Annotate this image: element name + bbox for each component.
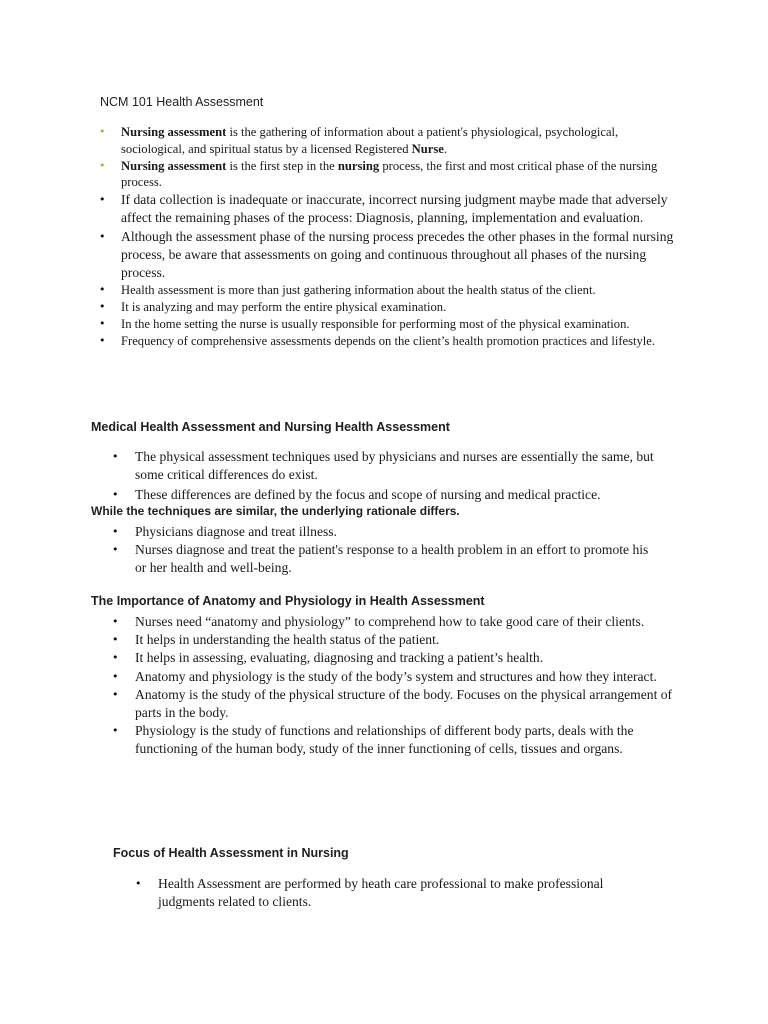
bullet-icon: • xyxy=(99,300,106,313)
section4-list xyxy=(135,875,660,911)
bullet-icon: • xyxy=(112,687,119,701)
list-item xyxy=(100,228,675,283)
item-text: Physiology is the study of functions and relationships of different body parts, deals with the functioning of the human body, study of the inner functioning of cells, tissues and organs. xyxy=(135,723,634,757)
item-text: If data collection is inadequate or inaccurate, incorrect nursing judgment maybe made that adversely affect the remaining phases of the process: Diagnosis, planning, implementation and evaluation. xyxy=(121,192,668,226)
section1-list xyxy=(100,124,675,349)
bullet-icon: • xyxy=(112,724,119,738)
item-text: The physical assessment techniques used by physicians and nurses are essentially the same, but some critical differences do exist. xyxy=(135,449,654,483)
list-item xyxy=(112,722,677,758)
list-item xyxy=(100,316,675,333)
bullet-icon: • xyxy=(135,877,142,890)
bold-term: Nursing assessment xyxy=(121,125,227,139)
section2-list-2 xyxy=(112,523,657,578)
list-item xyxy=(112,668,677,686)
list-item xyxy=(112,486,657,504)
bold-term: Nursing assessment xyxy=(121,158,227,173)
item-text: In the home setting the nurse is usually responsible for performing most of the physical examination. xyxy=(121,316,630,331)
list-item xyxy=(112,649,677,667)
item-text: Health assessment is more than just gathering information about the health status of the client. xyxy=(121,283,596,298)
bullet-icon: • xyxy=(99,193,106,207)
list-item xyxy=(112,613,677,631)
list-item xyxy=(100,124,675,158)
bullet-icon: • xyxy=(112,525,119,538)
item-text: It helps in assessing, evaluating, diagnosing and tracking a patient’s health. xyxy=(135,650,544,666)
list-item xyxy=(100,299,675,316)
bullet-icon: • xyxy=(99,316,106,330)
list-item xyxy=(100,282,675,299)
list-item xyxy=(112,541,657,577)
bullet-icon: • xyxy=(112,450,119,463)
bullet-icon: • xyxy=(112,633,119,647)
list-item xyxy=(100,333,675,350)
section3-heading: The Importance of Anatomy and Physiology in Health Assessment xyxy=(91,594,485,608)
bullet-icon: • xyxy=(99,229,106,243)
bold-term: nursing xyxy=(337,158,380,173)
item-text: Frequency of comprehensive assessments depends on the client’s health promotion practices and lifestyle. xyxy=(121,333,656,348)
list-item xyxy=(112,686,677,722)
bullet-icon: • xyxy=(112,651,119,665)
bullet-icon: • xyxy=(112,615,119,628)
section2-heading: Medical Health Assessment and Nursing Health Assessment xyxy=(91,420,450,434)
list-item xyxy=(112,631,677,649)
item-text: process, the first and most critical phase of the nursing process. xyxy=(121,158,658,190)
item-text: is the first step in the xyxy=(226,158,338,173)
item-text: Nurses need “anatomy and physiology” to comprehend how to take good care of their clients. xyxy=(135,614,645,629)
item-text: It is analyzing and may perform the entire physical examination. xyxy=(121,300,447,314)
document-title: NCM 101 Health Assessment xyxy=(100,95,264,109)
list-item xyxy=(112,448,657,484)
item-text: Although the assessment phase of the nursing process precedes the other phases in the formal nursing process, be aware that assessments on going and continuous throughout all phases of the nursing process. xyxy=(121,228,674,280)
item-text: Anatomy and physiology is the study of the body’s system and structures and how they interact. xyxy=(135,668,657,684)
item-text: . xyxy=(443,141,447,156)
bullet-icon: • xyxy=(99,158,106,172)
item-text: These differences are defined by the focus and scope of nursing and medical practice. xyxy=(135,487,601,503)
item-text: is the gathering of information about a patient's physiological, psychological, sociological, and spiritual status by a licensed Registered xyxy=(121,125,619,156)
bullet-icon: • xyxy=(99,125,106,138)
section2-subheading: While the techniques are similar, the underlying rationale differs. xyxy=(91,504,460,518)
item-text: It helps in understanding the health status of the patient. xyxy=(135,632,440,648)
item-text: Nurses diagnose and treat the patient's response to a health problem in an effort to promote his or her health and well-being. xyxy=(135,542,649,576)
section3-list xyxy=(112,613,677,759)
bullet-icon: • xyxy=(112,488,119,502)
bullet-icon: • xyxy=(99,333,106,347)
section4-heading: Focus of Health Assessment in Nursing xyxy=(113,846,349,860)
list-item xyxy=(135,875,660,911)
item-text: Physicians diagnose and treat illness. xyxy=(135,524,337,539)
list-item xyxy=(112,523,657,541)
section2-list xyxy=(112,448,657,505)
bullet-icon: • xyxy=(112,543,119,557)
item-text: Health Assessment are performed by heath care professional to make professional judgments related to clients. xyxy=(158,876,604,910)
item-text: Anatomy is the study of the physical structure of the body. Focuses on the physical arrangement of parts in the body. xyxy=(135,686,673,721)
bold-term: Nurse xyxy=(411,141,444,156)
bullet-icon: • xyxy=(99,283,106,297)
list-item xyxy=(100,158,675,192)
list-item xyxy=(100,191,675,227)
bullet-icon: • xyxy=(112,669,119,683)
